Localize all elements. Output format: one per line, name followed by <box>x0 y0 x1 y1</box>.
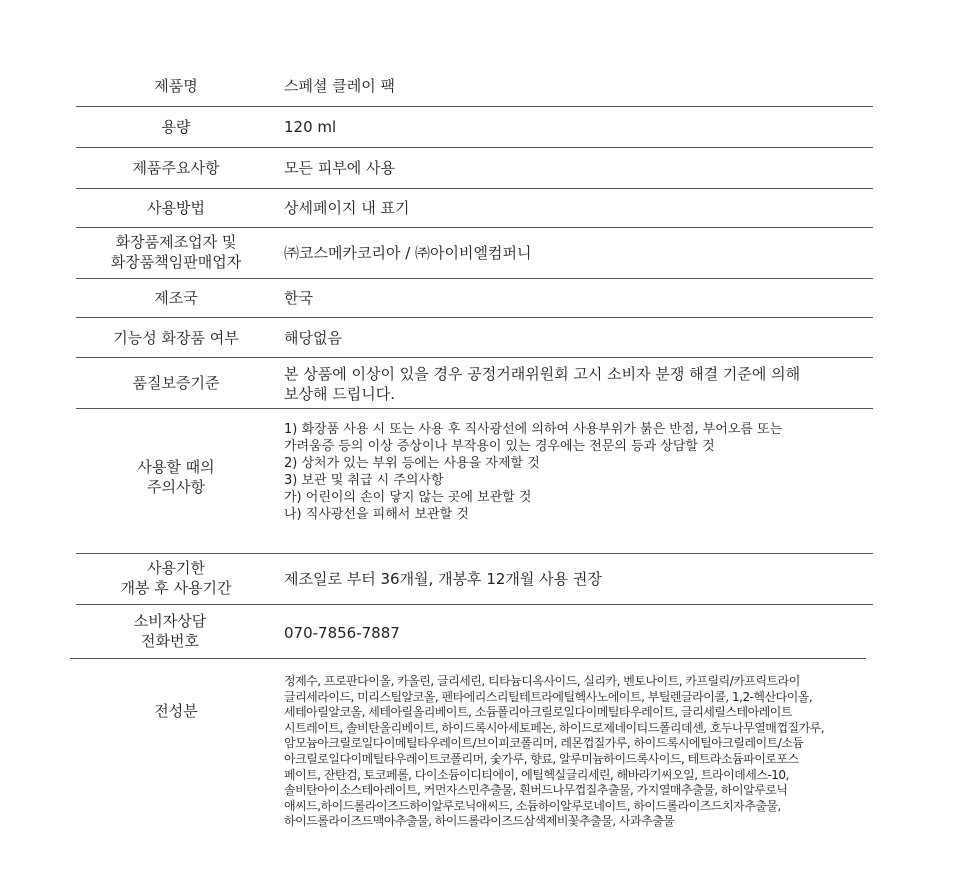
precaution-line: 1) 화장품 사용 시 또는 사용 후 직사광선에 의하여 사용부위가 붉은 반점, 부어오름 또는 <box>284 422 783 437</box>
label-volume: 용량 <box>161 118 191 136</box>
value-ingredients <box>284 674 873 830</box>
label-product-highlights: 제품주요사항 <box>132 159 220 177</box>
row-expiry <box>76 554 873 605</box>
ingredients-line: 글리세라이드, 미리스틸알코올, 펜타에리스리틸테트라에틸헥사노에이트, 부틸렌글라이콜, 1,2-헥산다이올, <box>284 689 813 704</box>
row-manufacturer <box>76 228 873 279</box>
value-precautions <box>284 421 873 523</box>
value-manufacturer: ㈜코스메카코리아 / ㈜아이비엘컴퍼니 <box>284 244 532 262</box>
row-quality-guarantee <box>76 358 873 409</box>
label-customer-service-line-2: 전화번호 <box>141 632 199 650</box>
label-precautions-line-1: 사용할 때의 <box>137 458 215 476</box>
ingredients-line: 애씨드,하이드롤라이즈드하이알루로닉애씨드, 소듐하이알루로네이트, 하이드롤라이즈드치자추출물, <box>284 798 781 813</box>
value-usage-method: 상세페이지 내 표기 <box>284 199 410 217</box>
ingredients-line: 하이드롤라이즈드맥아추출물, 하이드롤라이즈드삼색제비꽃추출물, 사과추출물 <box>284 814 675 829</box>
ingredients-line: 아크릴로일다이메틸타우레이트코폴리머, 숯가루, 향료, 알루미늄하이드록사이드, 테트라소듐파이로포스 <box>284 751 799 766</box>
value-functional-cosmetic: 해당없음 <box>284 329 342 347</box>
label-functional-cosmetic: 기능성 화장품 여부 <box>113 329 239 347</box>
quality-guarantee-line-2: 보상해 드립니다. <box>284 385 395 403</box>
row-precautions <box>76 409 873 554</box>
label-manufacturer-line-1: 화장품제조업자 및 <box>115 233 237 251</box>
precaution-line: 나) 직사광선을 피해서 보관할 것 <box>284 507 469 522</box>
precaution-line: 3) 보관 및 취급 시 주의사항 <box>284 473 444 488</box>
label-ingredients: 전성분 <box>154 702 198 720</box>
value-country: 한국 <box>284 289 313 307</box>
label-product-name: 제품명 <box>154 77 198 95</box>
label-expiry-line-1: 사용기한 <box>147 559 205 577</box>
label-manufacturer-line-2: 화장품책임판매업자 <box>110 253 242 271</box>
value-quality-guarantee <box>284 364 873 404</box>
row-functional-cosmetic <box>76 318 873 358</box>
precaution-line: 가려움증 등의 이상 증상이나 부작용이 있는 경우에는 전문의 등과 상담할 것 <box>284 439 715 454</box>
label-country: 제조국 <box>154 289 198 307</box>
label-expiry-line-2: 개봉 후 사용기간 <box>120 579 232 597</box>
ingredients-line: 페이트, 잔탄검, 토코페롤, 다이소듐이디티에이, 에틸헥실글리세린, 해바라기씨오일, 트라이데세스-10, <box>284 767 789 782</box>
value-product-highlights: 모든 피부에 사용 <box>284 159 395 177</box>
label-customer-service <box>70 611 270 651</box>
row-customer-service <box>70 605 866 659</box>
ingredients-line: 정제수, 프로판다이올, 카올린, 글리세린, 티타늄디옥사이드, 실리카, 벤토나이트, 카프릴릭/카프릭트라이 <box>284 674 800 688</box>
row-product-name <box>76 66 873 107</box>
label-customer-service-line-1: 소비자상담 <box>133 612 207 630</box>
value-customer-service-phone: 070-7856-7887 <box>284 624 400 642</box>
row-ingredients <box>76 659 873 859</box>
ingredients-line: 시트레이트, 솔비탄올리베이트, 하이드록시아세토페논, 하이드로제네이티드폴리데센, 호두나무열매껍질가루, <box>284 720 825 735</box>
value-product-name: 스페셜 클레이 팩 <box>284 77 395 95</box>
label-quality-guarantee: 품질보증기준 <box>132 374 220 392</box>
ingredients-line: 암모늄아크릴로일다이메틸타우레이트/브이피코폴리머, 레몬껍질가루, 하이드록시에틸아크릴레이트/소듐 <box>284 736 804 751</box>
row-volume <box>76 107 873 148</box>
label-usage-method: 사용방법 <box>147 199 205 217</box>
row-product-highlights <box>76 148 873 189</box>
value-expiry: 제조일로 부터 36개월, 개봉후 12개월 사용 권장 <box>284 570 602 588</box>
label-precautions <box>76 457 276 497</box>
row-country-of-manufacture <box>76 279 873 318</box>
ingredients-line: 솔비탄아이소스테아레이트, 커먼자스민추출물, 흰버드나무껍질추출물, 가지열매추출물, 하이알루로닉 <box>284 783 788 798</box>
label-expiry <box>76 558 276 598</box>
label-manufacturer <box>76 232 276 272</box>
label-precautions-line-2: 주의사항 <box>147 478 205 496</box>
value-volume: 120 ml <box>284 118 337 136</box>
row-usage-method <box>76 189 873 228</box>
quality-guarantee-line-1: 본 상품에 이상이 있을 경우 공정거래위원회 고시 소비자 분쟁 해결 기준에 의해 <box>284 365 801 383</box>
precaution-line: 2) 상처가 있는 부위 등에는 사용을 자제할 것 <box>284 456 540 471</box>
ingredients-line: 세테아릴알코올, 세테아릴올리베이트, 소듐폴리아크릴로일다이메틸타우레이트, 글리세릴스테아레이트 <box>284 705 792 720</box>
precaution-line: 가) 어린이의 손이 닿지 않는 곳에 보관할 것 <box>284 490 532 505</box>
